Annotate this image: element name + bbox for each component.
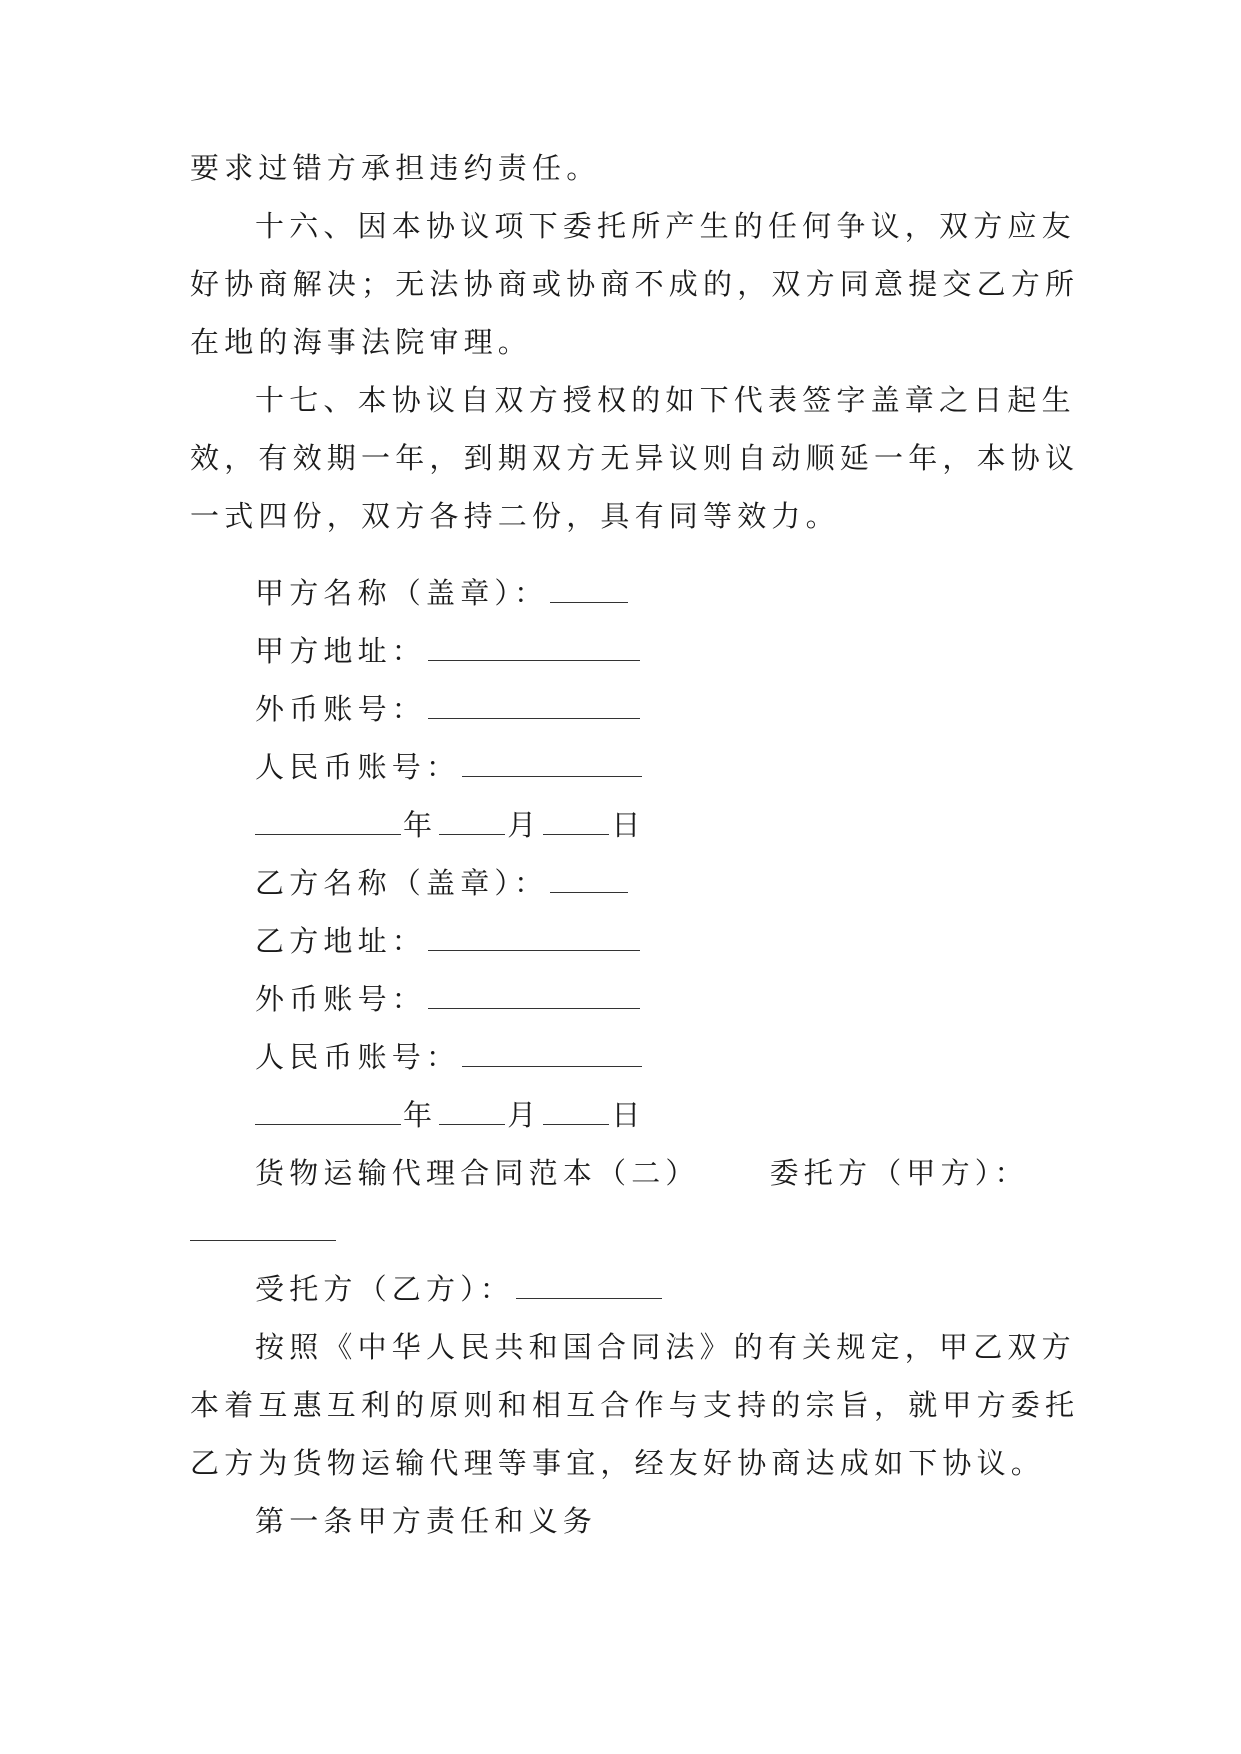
party-b-fx-account-blank[interactable] (428, 982, 640, 1009)
party-a-address-label: 甲方地址： (255, 634, 427, 668)
paragraph-17-line-2: 效，有效期一年，到期双方无异议则自动顺延一年，本协议 (190, 441, 1080, 475)
party-b-name-blank[interactable] (550, 866, 628, 893)
party-b-fx-account-label: 外币账号： (255, 982, 427, 1016)
party-a-name-label: 甲方名称（盖章）： (255, 576, 549, 610)
party-b-address-row (255, 921, 642, 961)
party-b-day-label: 日 (611, 1098, 646, 1132)
intro-line-1: 按照《中华人民共和国合同法》的有关规定，甲乙双方 (255, 1330, 1076, 1364)
party-a-address-blank[interactable] (428, 634, 640, 661)
contract-2-title-row (255, 1153, 1029, 1193)
agent-label: 受托方（乙方）： (255, 1272, 515, 1306)
party-b-rmb-account-label: 人民币账号： (255, 1040, 461, 1074)
party-b-rmb-account-blank[interactable] (462, 1040, 642, 1067)
agent-blank[interactable] (516, 1272, 662, 1299)
party-a-year-label: 年 (403, 808, 438, 842)
client-blank[interactable] (190, 1214, 336, 1241)
party-a-rmb-account-label: 人民币账号： (255, 750, 461, 784)
party-b-name-row (255, 863, 630, 903)
party-b-year-blank[interactable] (255, 1098, 401, 1125)
party-a-fx-account-row (255, 689, 642, 729)
paragraph-17-line-3: 一式四份，双方各持二份，具有同等效力。 (190, 499, 840, 533)
article-1-title: 第一条甲方责任和义务 (255, 1504, 598, 1538)
party-b-month-label: 月 (507, 1098, 542, 1132)
paragraph-17-line-1: 十七、本协议自双方授权的如下代表签字盖章之日起生 (255, 383, 1076, 417)
party-a-fx-account-blank[interactable] (428, 692, 640, 719)
intro-line-3: 乙方为货物运输代理等事宜，经友好协商达成如下协议。 (190, 1446, 1046, 1480)
paragraph-16-line-3: 在地的海事法院审理。 (190, 325, 533, 359)
party-a-year-blank[interactable] (255, 808, 401, 835)
party-a-day-label: 日 (611, 808, 646, 842)
party-a-address-row (255, 631, 642, 671)
party-a-rmb-account-blank[interactable] (462, 750, 642, 777)
party-a-rmb-account-row (255, 747, 644, 787)
party-b-fx-account-row (255, 979, 642, 1019)
paragraph-16-line-1: 十六、因本协议项下委托所产生的任何争议，双方应友 (255, 209, 1076, 243)
paragraph-16-line-2: 好协商解决；无法协商或协商不成的，双方同意提交乙方所 (190, 267, 1080, 301)
paragraph-15-tail: 要求过错方承担违约责任。 (190, 151, 601, 185)
party-b-year-label: 年 (403, 1098, 438, 1132)
client-blank-row (190, 1211, 338, 1251)
party-a-name-blank[interactable] (550, 576, 628, 603)
party-b-day-blank[interactable] (543, 1098, 609, 1125)
party-b-name-label: 乙方名称（盖章）： (255, 866, 549, 900)
party-a-month-label: 月 (507, 808, 542, 842)
party-a-name-row (255, 573, 630, 613)
party-a-fx-account-label: 外币账号： (255, 692, 427, 726)
agent-row (255, 1269, 664, 1309)
party-b-date-row (255, 1095, 646, 1135)
intro-line-2: 本着互惠互利的原则和相互合作与支持的宗旨，就甲方委托 (190, 1388, 1080, 1422)
client-label: 委托方（甲方）： (769, 1156, 1029, 1190)
party-a-date-row (255, 805, 646, 845)
contract-2-title: 货物运输代理合同范本（二） (255, 1156, 700, 1190)
party-b-month-blank[interactable] (439, 1098, 505, 1125)
party-a-day-blank[interactable] (543, 808, 609, 835)
party-a-month-blank[interactable] (439, 808, 505, 835)
party-b-address-label: 乙方地址： (255, 924, 427, 958)
party-b-rmb-account-row (255, 1037, 644, 1077)
party-b-address-blank[interactable] (428, 924, 640, 951)
